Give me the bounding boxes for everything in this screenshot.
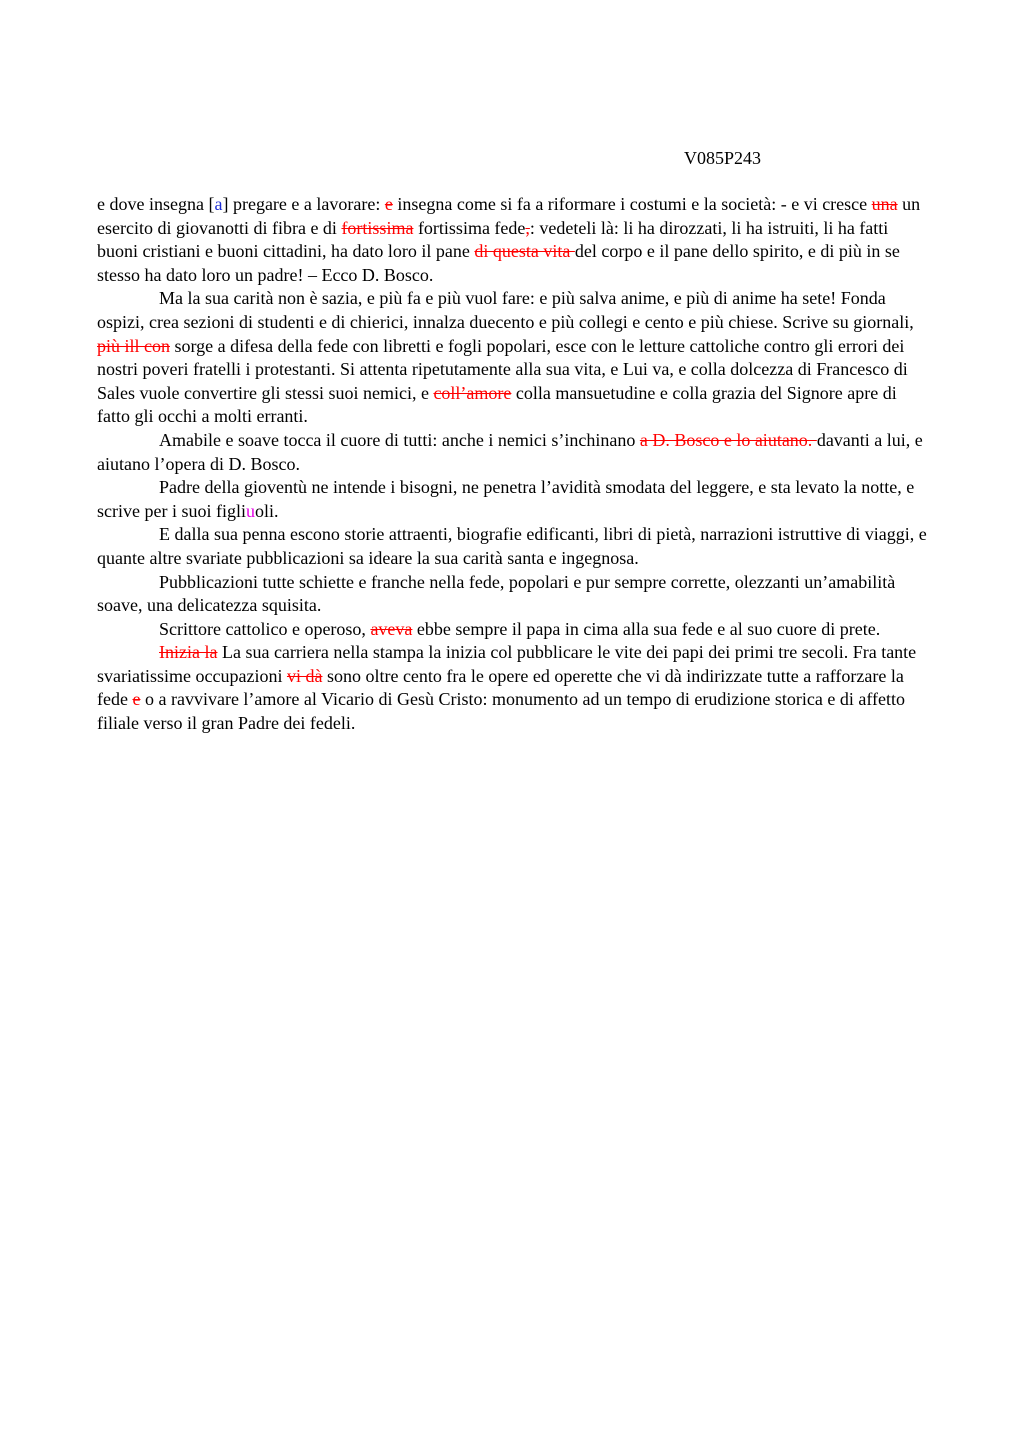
text-run: : vedeteli là: li ha dirozzati, li ha istruiti, li ha fatti buoni cristiani e buoni cittadini, ha dato loro il pane (97, 217, 889, 262)
text-run: sono oltre cento fra le opere ed operette che vi dà indirizzate tutte a rafforzare la fede (97, 665, 904, 710)
text-run: Pubblicazioni tutte schiette e franche nella fede, popolari e pur sempre corrette, olezzanti un’amabilità soave, una delicatezza squisita. (97, 571, 896, 616)
text-run: fortissima fede (413, 217, 526, 238)
text-run: ] pregare e a lavorare: (222, 194, 385, 214)
text-run: un esercito di giovanotti di fibra e di (97, 194, 921, 238)
deleted-text: , (525, 217, 530, 238)
text-run: e dove insegna [ (97, 194, 215, 214)
text-run: La sua carriera nella stampa la inizia col pubblicare le vite dei papi dei primi tre secoli. Fra tante svariatissime occupazioni (97, 642, 917, 686)
deleted-text: più ill con (97, 335, 170, 356)
text-run: Scrittore cattolico e operoso, (159, 618, 371, 639)
paragraph (97, 523, 929, 570)
paragraph (97, 618, 929, 642)
paragraph (97, 571, 929, 618)
paragraph (97, 193, 929, 287)
text-run: o a ravvivare l’amore al Vicario di Gesù Cristo: monumento ad un tempo di erudizione storica e di affetto filiale verso il gran Padre dei fedeli. (97, 689, 906, 734)
deleted-text: una (871, 194, 898, 214)
paragraph (97, 641, 929, 735)
text-run: E dalla sua penna escono storie attraenti, biografie edificanti, libri di pietà, narrazioni istruttive di viaggi, e quante altre svariate pubblicazioni sa ideare la sua carità santa e ingegnosa. (97, 524, 927, 568)
text-run: colla mansuetudine e colla grazia del Signore apre di fatto gli occhi a molti erranti. (97, 382, 897, 427)
deleted-text: e (384, 194, 393, 214)
deleted-text: di questa vita (474, 241, 575, 262)
inserted-text: a (214, 194, 223, 214)
deleted-text: fortissima (341, 217, 414, 238)
deleted-text: Inizia la (159, 642, 218, 663)
deleted-text: vi dà (286, 665, 323, 686)
paragraph (97, 476, 929, 523)
deleted-text: a D. Bosco e lo aiutano. (639, 429, 817, 450)
text-run: del corpo e il pane dello spirito, e di più in se stesso ha dato loro un padre! – Ecco D. Bosco. (97, 241, 900, 285)
deleted-text: coll’amore (433, 382, 512, 403)
text-run: Padre della gioventù ne intende i bisogni, ne penetra l’avidità smodata del leggere, e sta levato la notte, e scrive per i suoi figli (97, 477, 915, 521)
document-body (97, 193, 929, 736)
page-id: V085P243 (684, 148, 762, 168)
text-run: Ma la sua carità non è sazia, e più fa e più vuol fare: e più salva anime, e più di anime ha sete! Fonda ospizi, crea sezioni di studenti e di chierici, innalza duecento e più collegi e cento e più chiese. Scrive su giornali, (97, 288, 914, 332)
text-run: insegna come si fa a riformare i costumi e la società: - e vi cresce (392, 194, 872, 214)
text-run: ebbe sempre il papa in cima alla sua fede e al suo cuore di prete. (412, 618, 881, 639)
paragraph (97, 429, 929, 476)
inserted-text: u (245, 500, 255, 521)
text-run: sorge a difesa della fede con libretti e fogli popolari, esce con le letture cattoliche contro gli errori dei nostri poveri fratelli i protestanti. Si attenta ripetutamente alla sua vita, e Lui va, e colla dolcezza di Francesco di Sales vuole convertire gli stessi suoi nemici, e (97, 335, 908, 403)
paragraph (97, 287, 929, 429)
deleted-text: aveva (370, 618, 413, 639)
text-run: oli. (254, 500, 279, 521)
text-run: Amabile e soave tocca il cuore di tutti: anche i nemici s’inchinano (159, 429, 640, 450)
text-run: davanti a lui, e aiutano l’opera di D. Bosco. (97, 429, 923, 474)
deleted-text: e (132, 689, 141, 710)
